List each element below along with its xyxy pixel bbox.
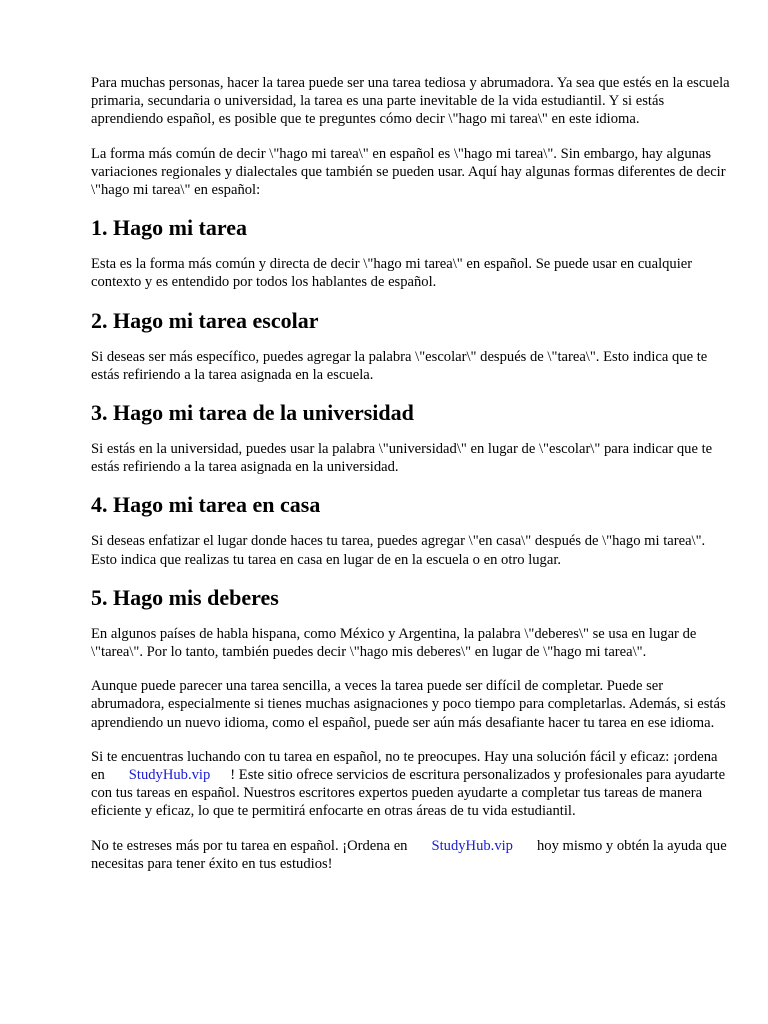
cta-2-text-after: hoy mismo y obtén la ayuda que necesitas para tener éxito en tus estudios!: [91, 837, 727, 872]
cta-paragraph-1: [91, 748, 731, 821]
studyhub-link-2[interactable]: StudyHub.vip: [431, 837, 513, 854]
cta-paragraph-2: [91, 837, 731, 873]
cta-1-text-before: Si te encuentras luchando con tu tarea en español, no te preocupes. Hay una solución fácil y eficaz: ¡ordena en: [91, 748, 718, 784]
cta-1-text-after: ! Este sitio ofrece servicios de escritura personalizados y profesionales para ayudarte con tus tareas en español. Nuestros escritores expertos pueden ayudarte a completar tus tareas de manera eficiente y eficaz, lo que te permitirá enfocarte en otras áreas de tu vida estudiantil.: [91, 767, 726, 820]
intro-paragraph-2: La forma más común de decir \"hago mi tarea\" en español es \"hago mi tarea\". Sin embargo, hay algunas variaciones regionales y dialectales que también se pueden usar. Aquí hay algunas formas diferentes de decir \"hago mi tarea\" en español:: [91, 145, 726, 199]
section-heading-5: 5. Hago mis deberes: [91, 584, 279, 610]
studyhub-link-1[interactable]: StudyHub.vip: [128, 767, 211, 784]
article-body: [91, 74, 731, 889]
section-heading-2: 2. Hago mi tarea escolar: [91, 307, 319, 333]
section-body-5: En algunos países de habla hispana, como México y Argentina, la palabra \"deberes\" se usa en lugar de \"tarea\". Por lo tanto, también puedes decir \"hago mis deberes\" en lugar de \"hago mi tarea\".: [91, 625, 697, 661]
section-heading-4: 4. Hago mi tarea en casa: [91, 492, 321, 518]
section-heading-1: 1. Hago mi tarea: [91, 215, 248, 241]
closing-paragraph: Aunque puede parecer una tarea sencilla, a veces la tarea puede ser difícil de completar. Puede ser abrumadora, especialmente si tienes muchas asignaciones y poco tiempo para completarlas. Además, si estás aprendiendo un nuevo idioma, como el español, puede ser aún más desafiante hacer tu tarea en ese idioma.: [91, 678, 726, 731]
intro-paragraph-1: Para muchas personas, hacer la tarea puede ser una tarea tediosa y abrumadora. Ya sea que estés en la escuela primaria, secundaria o universidad, la tarea es una parte inevitable de la vida estudiantil. Y si estás aprendiendo español, es posible que te preguntes cómo decir \"hago mi tarea\" en este idioma.: [91, 75, 730, 128]
section-body-2: Si deseas ser más específico, puedes agregar la palabra \"escolar\" después de \"tarea\". Esto indica que te estás refiriendo a la tarea asignada en la escuela.: [91, 348, 708, 383]
section-body-1: Esta es la forma más común y directa de decir \"hago mi tarea\" en español. Se puede usar en cualquier contexto y es entendido por todos los hablantes de español.: [91, 256, 693, 291]
section-heading-3: 3. Hago mi tarea de la universidad: [91, 400, 414, 426]
cta-2-text-before: No te estreses más por tu tarea en español. ¡Ordena en: [91, 837, 408, 854]
section-body-3: Si estás en la universidad, puedes usar la palabra \"universidad\" en lugar de \"escolar\" para indicar que te estás refiriendo a la tarea asignada en la universidad.: [91, 441, 713, 476]
section-body-4: Si deseas enfatizar el lugar donde haces tu tarea, puedes agregar \"en casa\" después de \"hago mi tarea\". Esto indica que realizas tu tarea en casa en lugar de en la escuela o en otro lugar.: [91, 533, 706, 568]
